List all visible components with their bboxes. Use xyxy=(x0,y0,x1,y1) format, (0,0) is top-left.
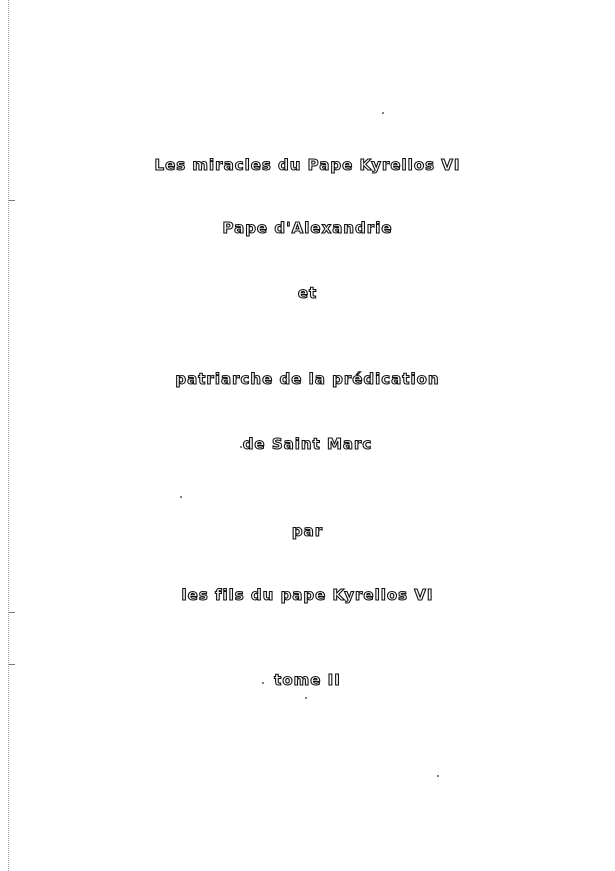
scan-speck xyxy=(437,775,439,777)
scan-edge-mark xyxy=(9,200,15,201)
scan-edge-mark xyxy=(9,612,15,613)
title-line-2: Pape d'Alexandrie xyxy=(222,219,393,237)
author-by: par xyxy=(291,522,324,540)
title-line-4: patriarche de la prédication xyxy=(175,370,440,388)
scan-speck xyxy=(382,112,384,114)
volume-label: tome II xyxy=(274,671,341,689)
title-line-5: de Saint Marc xyxy=(242,435,373,453)
scan-edge-mark xyxy=(9,664,15,665)
scan-speck xyxy=(305,697,307,699)
title-line-3: et xyxy=(297,284,318,302)
author-line: les fils du pape Kyrellos VI xyxy=(181,586,434,604)
scan-speck xyxy=(180,496,182,498)
title-line-1: Les miracles du Pape Kyrellos VI xyxy=(154,156,461,174)
